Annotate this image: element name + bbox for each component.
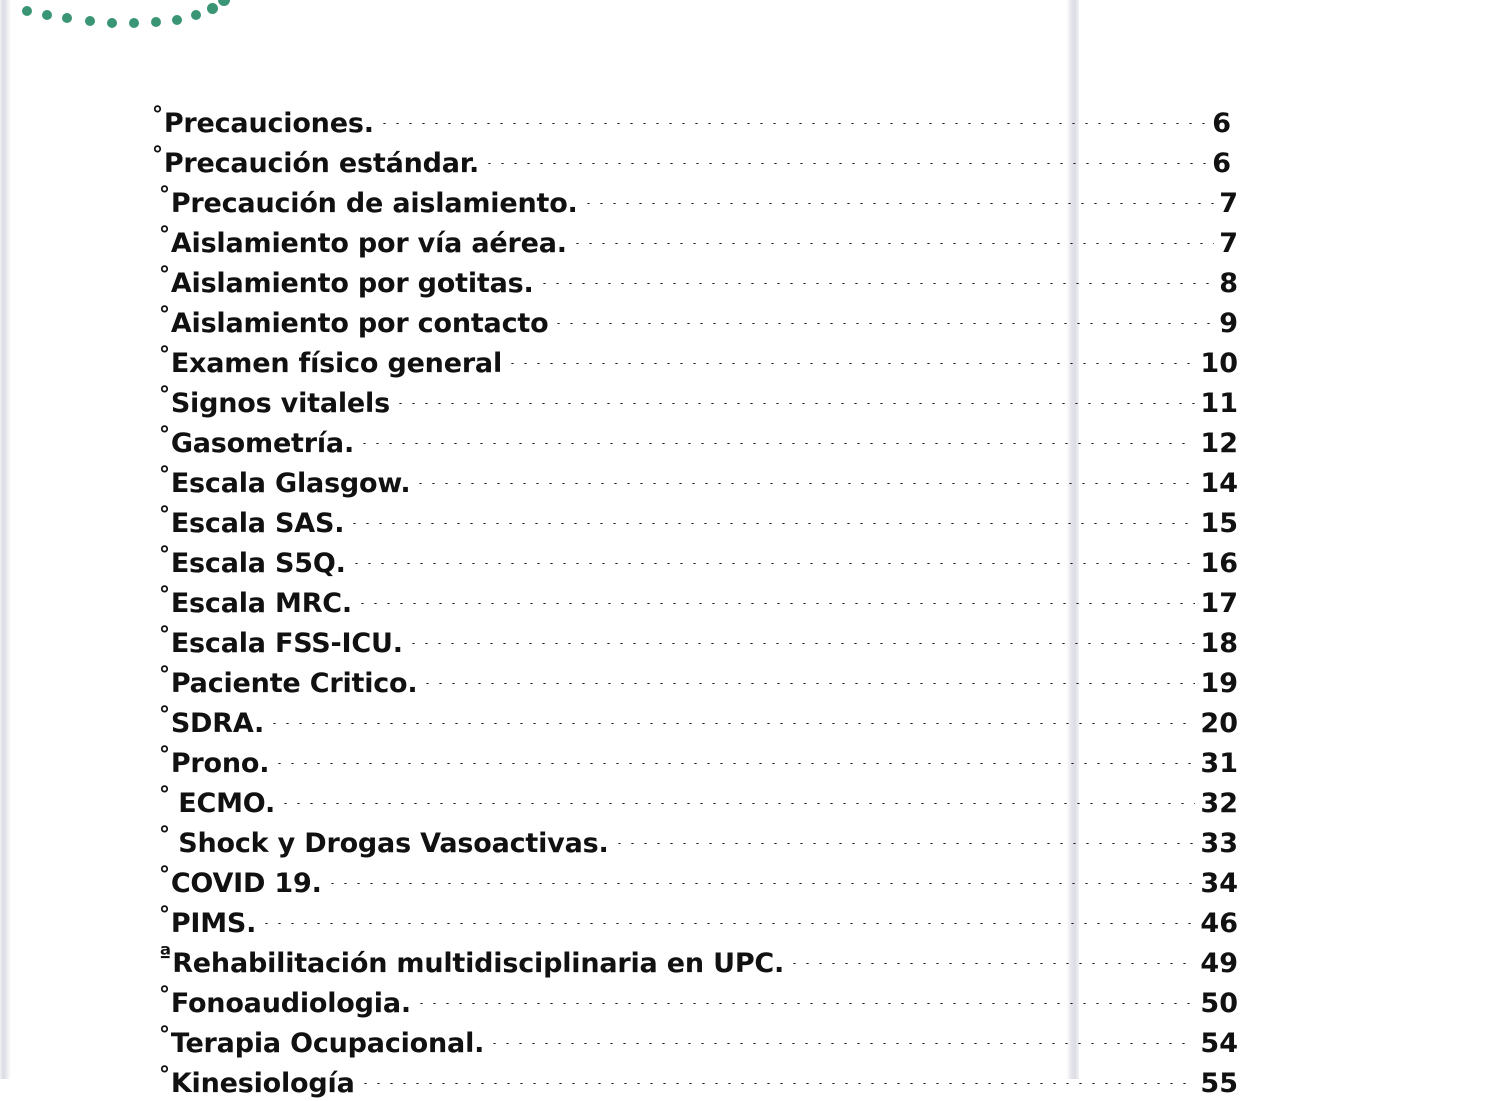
toc-dot-leader — [358, 418, 1195, 452]
toc-bullet-marker: ° — [159, 343, 170, 368]
toc-page-number: 6 — [1212, 148, 1231, 179]
toc-entry-label: Shock y Drogas Vasoactivas. — [178, 828, 609, 859]
toc-bullet-marker: ° — [159, 823, 178, 848]
toc-entry-title — [159, 863, 322, 901]
toc-page-number: 10 — [1200, 348, 1238, 379]
toc-dot-leader — [279, 778, 1195, 812]
toc-bullet-marker: ° — [159, 423, 170, 448]
toc-dot-leader — [326, 858, 1196, 892]
toc-entry-title — [159, 903, 257, 941]
toc-entry-title — [159, 1063, 355, 1101]
toc-entry-label: Kinesiología — [170, 1068, 355, 1099]
toc-row[interactable] — [0, 338, 1479, 378]
toc-row[interactable] — [0, 538, 1472, 578]
toc-row[interactable] — [0, 378, 1480, 418]
toc-bullet-marker: ° — [159, 183, 170, 208]
toc-bullet-marker: ° — [159, 263, 170, 288]
decorative-dot — [22, 6, 32, 16]
toc-bullet-marker: ° — [159, 383, 170, 408]
toc-dot-leader — [350, 538, 1196, 572]
toc-row[interactable] — [0, 498, 1474, 538]
toc-entry-label: Prono. — [170, 748, 270, 779]
toc-page-number: 15 — [1200, 508, 1238, 539]
toc-page-number: 7 — [1219, 228, 1238, 259]
toc-page-number: 19 — [1200, 668, 1238, 699]
toc-entry-label: Signos vitalels — [170, 388, 390, 419]
toc-row[interactable] — [0, 178, 1486, 218]
toc-dot-leader — [268, 698, 1195, 732]
toc-row[interactable] — [0, 978, 1454, 1018]
toc-entry-title — [159, 783, 276, 821]
toc-page-number: 46 — [1200, 908, 1238, 939]
toc-row[interactable] — [0, 818, 1457, 858]
toc-entry-title — [159, 823, 609, 861]
toc-dot-leader — [273, 738, 1195, 772]
toc-entry-label: Escala Glasgow. — [170, 468, 411, 499]
toc-entry-label: Escala SAS. — [170, 508, 345, 539]
toc-row[interactable] — [0, 738, 1464, 778]
toc-row[interactable] — [0, 458, 1470, 498]
toc-dot-leader — [359, 1058, 1196, 1092]
toc-entry-title — [152, 143, 480, 181]
decorative-dot — [42, 10, 52, 20]
toc-row[interactable] — [0, 1058, 1452, 1098]
toc-bullet-marker: ª — [159, 943, 172, 968]
toc-dot-leader — [407, 618, 1196, 652]
toc-row[interactable] — [0, 578, 1468, 618]
toc-entry-label: Rehabilitación multidisciplinaria en UPC. — [172, 948, 785, 979]
toc-page-number: 20 — [1200, 708, 1238, 739]
toc-page-number: 33 — [1200, 828, 1238, 859]
toc-row[interactable] — [0, 298, 1487, 338]
toc-entry-label: Examen físico general — [170, 348, 503, 379]
toc-entry-title — [159, 663, 418, 701]
toc-page-number: 55 — [1200, 1068, 1238, 1099]
toc-page-number: 9 — [1219, 308, 1238, 339]
decorative-dot — [207, 3, 218, 14]
toc-entry-title — [159, 943, 785, 981]
toc-bullet-marker: ° — [159, 1023, 170, 1048]
toc-entry-title — [159, 743, 270, 781]
toc-bullet-marker: ° — [159, 303, 170, 328]
toc-entry-label: Paciente Critico. — [170, 668, 418, 699]
toc-page-number: 34 — [1200, 868, 1238, 899]
toc-row[interactable] — [0, 98, 1482, 138]
toc-entry-title — [159, 223, 567, 261]
toc-entry-title — [159, 343, 503, 381]
toc-page-number: 12 — [1200, 428, 1238, 459]
toc-entry-title — [159, 703, 265, 741]
toc-entry-label: Escala FSS-ICU. — [170, 628, 403, 659]
toc-page-number: 32 — [1200, 788, 1238, 819]
toc-bullet-marker: ° — [159, 223, 170, 248]
toc-page-number: 14 — [1200, 468, 1238, 499]
toc-row[interactable] — [0, 618, 1466, 658]
toc-row[interactable] — [0, 258, 1485, 298]
toc-entry-label: SDRA. — [170, 708, 265, 739]
toc-bullet-marker: ° — [159, 783, 178, 808]
toc-entry-title — [159, 543, 346, 581]
decorative-dot — [172, 15, 182, 25]
toc-page-number: 31 — [1200, 748, 1238, 779]
toc-entry-title — [159, 503, 345, 541]
toc-page-number: 8 — [1219, 268, 1238, 299]
decorative-dot — [218, 0, 230, 6]
toc-entry-label: Aislamiento por gotitas. — [170, 268, 534, 299]
toc-page-number: 11 — [1200, 388, 1238, 419]
toc-row[interactable] — [0, 418, 1476, 458]
toc-page-number: 16 — [1200, 548, 1238, 579]
toc-dot-leader — [415, 978, 1196, 1012]
toc-entry-title — [159, 423, 355, 461]
toc-dot-leader — [552, 298, 1214, 332]
decorative-dot — [107, 18, 117, 28]
toc-dot-leader — [414, 458, 1195, 492]
decorative-dot — [85, 16, 95, 26]
toc-row[interactable] — [0, 938, 1456, 978]
toc-entry-label: Fonoaudiologia. — [170, 988, 411, 1019]
toc-dot-leader — [394, 378, 1195, 412]
toc-page-number: 6 — [1212, 108, 1231, 139]
toc-entry-label: Escala S5Q. — [170, 548, 346, 579]
toc-page-number: 49 — [1200, 948, 1238, 979]
toc-dot-leader — [356, 578, 1195, 612]
toc-row[interactable] — [0, 138, 1475, 178]
toc-dot-leader — [421, 658, 1195, 692]
toc-dot-leader — [788, 938, 1195, 972]
toc-entry-title — [159, 263, 534, 301]
toc-entry-title — [152, 103, 374, 141]
toc-page-number: 17 — [1200, 588, 1238, 619]
toc-entry-label: Aislamiento por contacto — [170, 308, 549, 339]
toc-entry-title — [159, 463, 411, 501]
decorative-dot — [129, 18, 139, 28]
decorative-dot — [191, 10, 201, 20]
toc-entry-label: Aislamiento por vía aérea. — [170, 228, 567, 259]
toc-entry-title — [159, 983, 411, 1021]
toc-dot-leader — [378, 98, 1207, 132]
toc-bullet-marker: ° — [159, 463, 170, 488]
toc-bullet-marker: ° — [159, 983, 170, 1008]
toc-entry-label: Precaución estándar. — [163, 148, 480, 179]
toc-bullet-marker: ° — [159, 903, 170, 928]
toc-row[interactable] — [0, 858, 1455, 898]
toc-dot-leader — [488, 1018, 1195, 1052]
toc-dot-leader — [483, 138, 1207, 172]
toc-entry-title — [159, 583, 352, 621]
toc-bullet-marker: ° — [159, 503, 170, 528]
toc-dot-leader — [348, 498, 1195, 532]
toc-bullet-marker: ° — [159, 703, 170, 728]
decorative-dot-arc — [0, 0, 260, 46]
toc-bullet-marker: ° — [159, 863, 170, 888]
toc-entry-label: ECMO. — [178, 788, 276, 819]
toc-entry-title — [159, 383, 390, 421]
toc-entry-label: Gasometría. — [170, 428, 355, 459]
toc-bullet-marker: ° — [159, 543, 170, 568]
toc-dot-leader — [613, 818, 1196, 852]
toc-bullet-marker: ° — [152, 103, 163, 128]
toc-row[interactable] — [0, 218, 1486, 258]
toc-entry-title — [159, 623, 403, 661]
toc-page-number: 50 — [1200, 988, 1238, 1019]
toc-entry-label: Escala MRC. — [170, 588, 352, 619]
toc-dot-leader — [571, 218, 1214, 252]
toc-entry-label: Terapia Ocupacional. — [170, 1028, 485, 1059]
toc-row[interactable] — [0, 698, 1464, 738]
toc-entry-title — [159, 183, 578, 221]
toc-dot-leader — [582, 178, 1215, 212]
toc-bullet-marker: ° — [159, 583, 170, 608]
toc-bullet-marker: ° — [159, 623, 170, 648]
toc-entry-label: Precauciones. — [163, 108, 374, 139]
toc-dot-leader — [538, 258, 1215, 292]
toc-row[interactable] — [0, 658, 1465, 698]
toc-row[interactable] — [0, 898, 1455, 938]
toc-row[interactable] — [0, 778, 1459, 818]
toc-page-number: 54 — [1200, 1028, 1238, 1059]
toc-dot-leader — [260, 898, 1195, 932]
toc-entry-title — [159, 1023, 485, 1061]
toc-bullet-marker: ° — [152, 143, 163, 168]
toc-bullet-marker: ° — [159, 663, 170, 688]
toc-entry-label: Precaución de aislamiento. — [170, 188, 578, 219]
decorative-dot — [151, 17, 161, 27]
toc-entry-label: COVID 19. — [170, 868, 322, 899]
toc-page-number: 18 — [1200, 628, 1238, 659]
toc-bullet-marker: ° — [159, 1063, 170, 1088]
toc-entry-title — [159, 303, 549, 341]
toc-dot-leader — [506, 338, 1195, 372]
toc-bullet-marker: ° — [159, 743, 170, 768]
decorative-dot — [62, 13, 72, 23]
toc-page-number: 7 — [1219, 188, 1238, 219]
toc-entry-label: PIMS. — [170, 908, 257, 939]
toc-row[interactable] — [0, 1018, 1455, 1058]
